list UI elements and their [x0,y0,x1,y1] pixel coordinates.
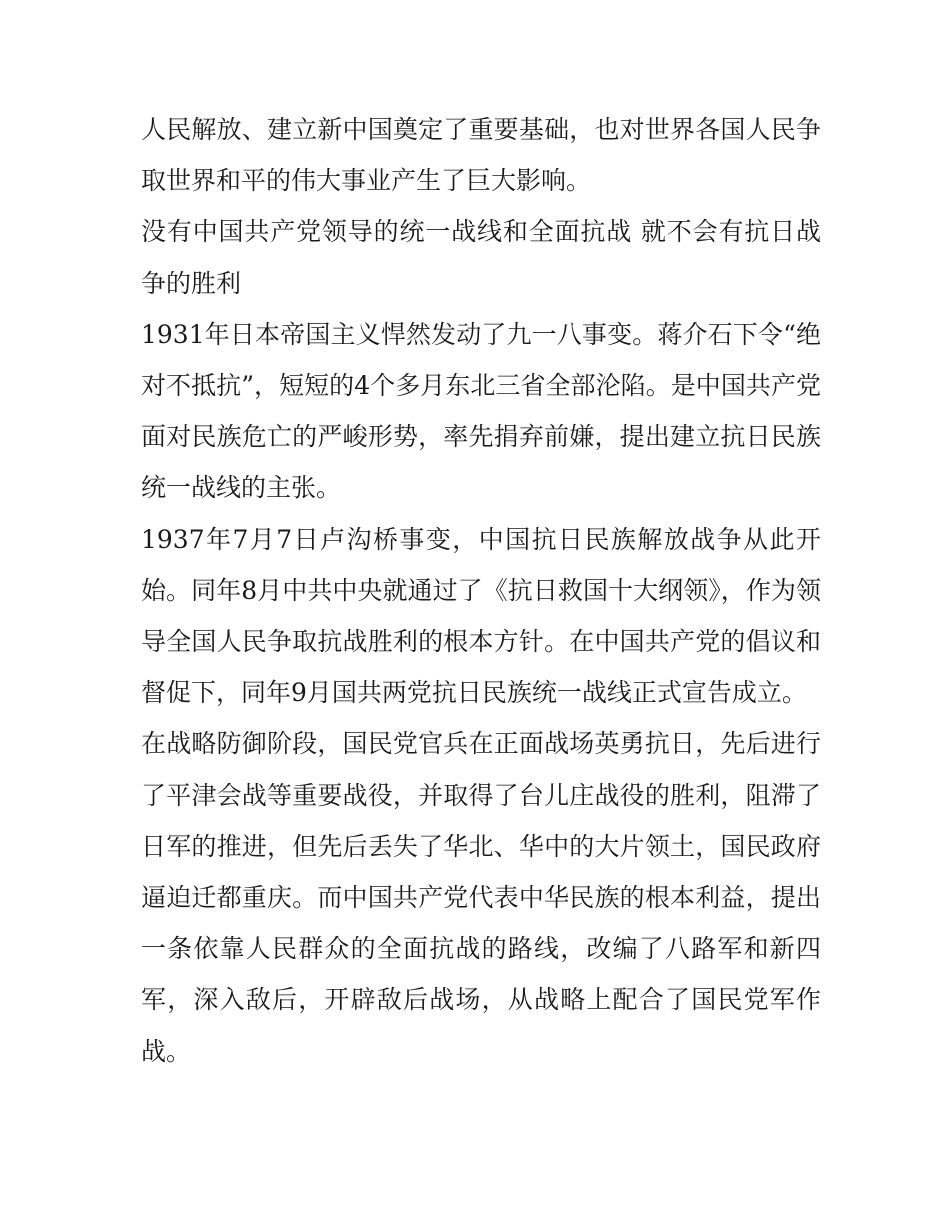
paragraph-1931: 1931年日本帝国主义悍然发动了九一八事变。蒋介石下令“绝对不抵抗”，短短的4个多月东北三省全部沦陷。是中国共产党面对民族危亡的严峻形势，率先捐弃前嫌，提出建立抗日民族统一战线的主张。 [141,319,821,503]
document-body [141,104,821,1077]
paragraph-1937: 1937年7月7日卢沟桥事变，中国抗日民族解放战争从此开始。同年8月中共中央就通过了《抗日救国十大纲领》，作为领导全国人民争取抗战胜利的根本方针。在中国共产党的倡议和督促下，同年9月国共两党抗日民族统一战线正式宣告成立。 [141,524,821,708]
paragraph-section-heading: 没有中国共产党领导的统一战线和全面抗战 就不会有抗日战争的胜利 [141,217,821,298]
paragraph-strategic-defense: 在战略防御阶段，国民党官兵在正面战场英勇抗日，先后进行了平津会战等重要战役，并取得了台儿庄战役的胜利，阻滞了日军的推进，但先后丢失了华北、华中的大片领土，国民政府逼迫迁都重庆。而中国共产党代表中华民族的根本利益，提出一条依靠人民群众的全面抗战的路线，改编了八路军和新四军，深入敌后，开辟敌后战场，从战略上配合了国民党军作战。 [141,729,821,1066]
paragraph-intro-continuation: 人民解放、建立新中国奠定了重要基础，也对世界各国人民争取世界和平的伟大事业产生了巨大影响。 [141,115,821,196]
